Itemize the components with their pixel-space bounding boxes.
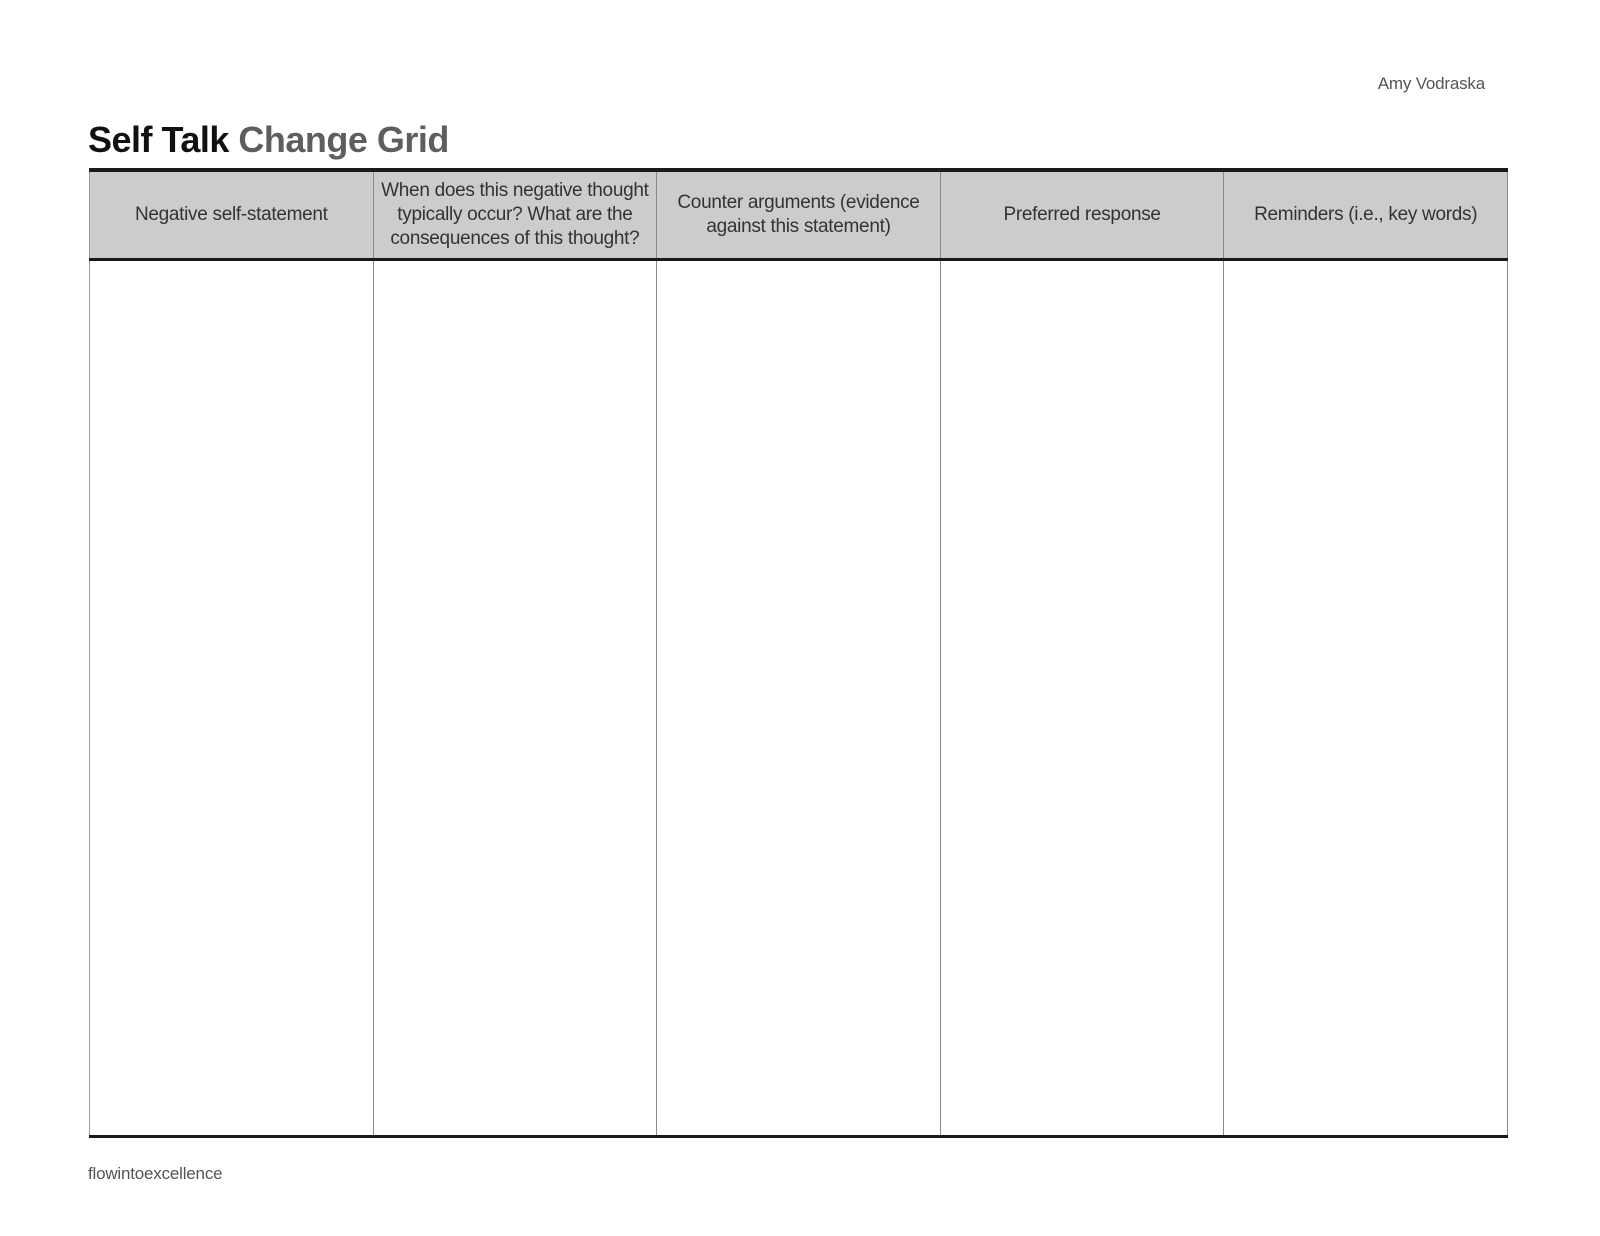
cell-preferred-response[interactable] — [940, 260, 1224, 1137]
column-header-negative-statement: Negative self-statement — [90, 170, 374, 260]
column-header-reminders: Reminders (i.e., key words) — [1224, 170, 1508, 260]
header-row — [90, 170, 1508, 260]
cell-when-occur[interactable] — [373, 260, 657, 1137]
cell-negative-statement[interactable] — [90, 260, 374, 1137]
column-header-preferred-response: Preferred response — [940, 170, 1224, 260]
cell-reminders[interactable] — [1224, 260, 1508, 1137]
author-name: Amy Vodraska — [1377, 74, 1485, 93]
footer-brand: flowintoexcellence — [88, 1164, 223, 1183]
table-row — [90, 260, 1508, 1137]
column-header-counter-arguments: Counter arguments (evidence against this statement) — [657, 170, 941, 260]
column-header-when-occur: When does this negative thought typically occur? What are the consequences of this thought? — [373, 170, 657, 260]
page-title — [88, 119, 449, 161]
title-light-part: Change Grid — [238, 119, 449, 160]
cell-counter-arguments[interactable] — [657, 260, 941, 1137]
title-bold-part: Self Talk — [88, 119, 229, 160]
self-talk-grid — [89, 168, 1508, 1138]
